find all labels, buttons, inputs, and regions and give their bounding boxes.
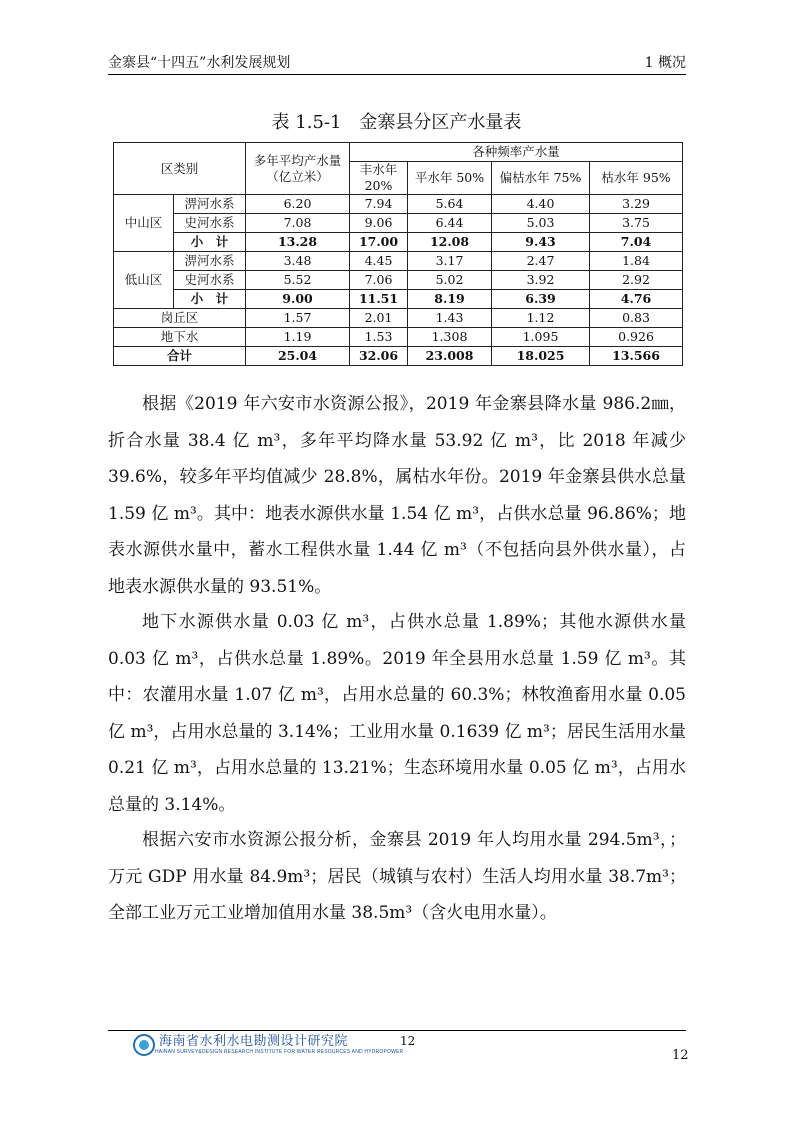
value-cell: 9.43 xyxy=(492,233,590,252)
page-header xyxy=(108,48,686,75)
value-cell: 13.566 xyxy=(590,347,683,366)
paragraph-3: 根据六安市水资源公报分析，金寨县 2019 年人均用水量 294.5m³，；万元 GDP 用水量 84.9m³；居民（城镇与农村）生活人均用水量 38.7m³；全部工业万元工业增加值用水量 38.5m³（含火电用水量）。 xyxy=(108,830,686,923)
paragraph-3-block xyxy=(108,822,686,932)
value-cell: 3.92 xyxy=(492,271,590,290)
value-cell: 1.308 xyxy=(408,328,492,347)
value-cell: 5.52 xyxy=(246,271,350,290)
value-cell: 0.83 xyxy=(590,309,683,328)
table-row-total xyxy=(114,347,683,366)
institute-logo xyxy=(133,1034,403,1056)
sub-cell: 淠河水系 xyxy=(174,195,246,214)
value-cell: 2.92 xyxy=(590,271,683,290)
value-cell: 4.40 xyxy=(492,195,590,214)
value-cell: 3.17 xyxy=(408,252,492,271)
value-cell: 1.53 xyxy=(350,328,408,347)
table-row xyxy=(114,309,683,328)
zone-cell: 合计 xyxy=(114,347,246,366)
value-cell: 8.19 xyxy=(408,290,492,309)
paragraph-2: 地下水源供水量 0.03 亿 m³，占供水总量 1.89%；其他水源供水量 0.03 亿 m³，占供水总量 1.89%。2019 年全县用水总量 1.59 亿 m³。其中：农灌用水量 1.07 亿 m³，占用水总量的 60.3%；林牧渔畜用水量 0.05 亿 m³，占用水总量的 3.14%；工业用水量 0.1639 亿 m³；居民生活用水量 0.21 亿 m³，占用水总量的 13.21%；生态环境用水量 0.05 亿 m³，占用水总量的 3.14%。 xyxy=(108,612,686,815)
head-c3: 偏枯水年 75% xyxy=(492,162,590,195)
head-avg: 多年平均产水量（亿立米） xyxy=(246,143,350,195)
table-row xyxy=(114,195,683,214)
sub-cell: 史河水系 xyxy=(174,271,246,290)
value-cell: 7.06 xyxy=(350,271,408,290)
value-cell: 2.47 xyxy=(492,252,590,271)
value-cell: 3.75 xyxy=(590,214,683,233)
zone-cell: 中山区 xyxy=(114,195,174,252)
page-number-center: 12 xyxy=(400,1034,416,1048)
value-cell: 0.926 xyxy=(590,328,683,347)
value-cell: 1.84 xyxy=(590,252,683,271)
table-caption: 表 1.5-1 金寨县分区产水量表 xyxy=(271,112,522,133)
value-cell: 7.94 xyxy=(350,195,408,214)
value-cell: 2.01 xyxy=(350,309,408,328)
value-cell: 32.06 xyxy=(350,347,408,366)
value-cell: 9.00 xyxy=(246,290,350,309)
sub-cell: 小 计 xyxy=(174,290,246,309)
sub-cell: 小 计 xyxy=(174,233,246,252)
header-chapter: 1 概况 xyxy=(644,55,686,71)
page-number-right: 12 xyxy=(672,1048,689,1063)
value-cell: 3.29 xyxy=(590,195,683,214)
value-cell: 6.44 xyxy=(408,214,492,233)
table-row xyxy=(114,290,683,309)
footer-rule xyxy=(108,1030,686,1031)
head-freq: 各种频率产水量 xyxy=(350,143,683,162)
header-title: 金寨县“十四五”水利发展规划 xyxy=(108,55,291,71)
value-cell: 4.45 xyxy=(350,252,408,271)
value-cell: 1.19 xyxy=(246,328,350,347)
table-row xyxy=(114,328,683,347)
institute-logo-icon xyxy=(133,1034,155,1056)
head-c2: 平水年 50% xyxy=(408,162,492,195)
table-row xyxy=(114,271,683,290)
value-cell: 1.095 xyxy=(492,328,590,347)
value-cell: 4.76 xyxy=(590,290,683,309)
value-cell: 25.04 xyxy=(246,347,350,366)
head-c1: 丰水年20% xyxy=(350,162,408,195)
value-cell: 7.08 xyxy=(246,214,350,233)
zone-cell: 地下水 xyxy=(114,328,246,347)
zone-cell: 低山区 xyxy=(114,252,174,309)
value-cell: 18.025 xyxy=(492,347,590,366)
value-cell: 5.64 xyxy=(408,195,492,214)
sub-cell: 史河水系 xyxy=(174,214,246,233)
value-cell: 1.43 xyxy=(408,309,492,328)
head-c4: 枯水年 95% xyxy=(590,162,683,195)
value-cell: 1.57 xyxy=(246,309,350,328)
value-cell: 5.03 xyxy=(492,214,590,233)
value-cell: 17.00 xyxy=(350,233,408,252)
value-cell: 9.06 xyxy=(350,214,408,233)
value-cell: 3.48 xyxy=(246,252,350,271)
water-yield-table xyxy=(113,142,683,366)
sub-cell: 淠河水系 xyxy=(174,252,246,271)
paragraph-1-block xyxy=(108,386,686,605)
value-cell: 6.20 xyxy=(246,195,350,214)
institute-name: 海南省水利水电勘测设计研究院 xyxy=(159,1034,349,1049)
value-cell: 7.04 xyxy=(590,233,683,252)
paragraph-1: 根据《2019 年六安市水资源公报》，2019 年金寨县降水量 986.2㎜，折合水量 38.4 亿 m³，多年平均降水量 53.92 亿 m³，比 2018 年减少 39.6%，较多年平均值减少 28.8%，属枯水年份。2019 年金寨县供水总量 1.59 亿 m³。其中：地表水源供水量 1.54 亿 m³，占供水总量 96.86%；地表水源供水量中，蓄水工程供水量 1.44 亿 m³（不包括向县外供水量），占地表水源供水量的 93.51%。 xyxy=(108,394,686,597)
value-cell: 11.51 xyxy=(350,290,408,309)
value-cell: 23.008 xyxy=(408,347,492,366)
paragraph-2-block xyxy=(108,604,686,823)
institute-name-en: HAINAN SURVEY&DESIGN RESEARCH INSTITUTE FOR WATER RESOURCES AND HYDROPOWER xyxy=(155,1049,404,1055)
table-row xyxy=(114,233,683,252)
value-cell: 12.08 xyxy=(408,233,492,252)
zone-cell: 岗丘区 xyxy=(114,309,246,328)
value-cell: 5.02 xyxy=(408,271,492,290)
table-row xyxy=(114,214,683,233)
value-cell: 13.28 xyxy=(246,233,350,252)
head-zone: 区类别 xyxy=(114,143,246,195)
value-cell: 1.12 xyxy=(492,309,590,328)
table-row xyxy=(114,252,683,271)
value-cell: 6.39 xyxy=(492,290,590,309)
